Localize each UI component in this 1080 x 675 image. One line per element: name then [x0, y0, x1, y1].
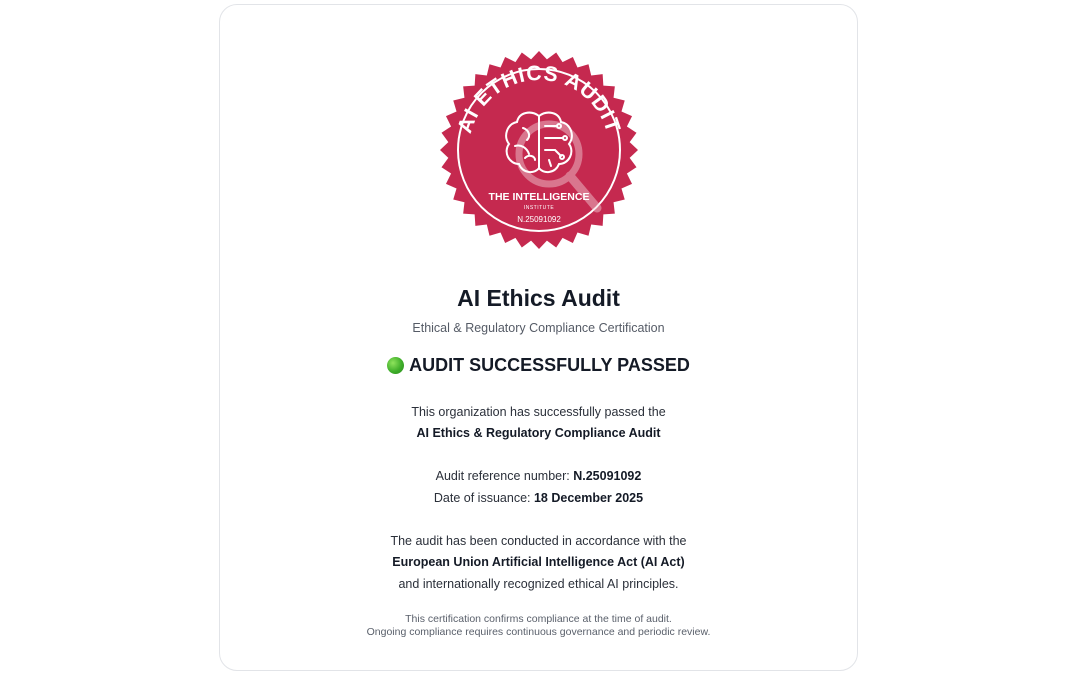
page-title: AI Ethics Audit: [457, 285, 620, 311]
seal-number: N.25091092: [517, 215, 561, 224]
passed-line-2-wrap: [220, 426, 857, 440]
footnote-line-2: Ongoing compliance requires continuous governance and periodic review.: [366, 626, 711, 638]
seal-org-name: THE INTELLIGENCE: [488, 191, 590, 203]
conducted-line-3: and internationally recognized ethical AI principles.: [398, 577, 679, 591]
seal-org-sub: INSTITUTE: [523, 205, 555, 211]
reference-line: [220, 469, 857, 483]
status-text: AUDIT SUCCESSFULLY PASSED: [409, 355, 690, 375]
conducted-act-name: European Union Artificial Intelligence Act (AI Act): [392, 555, 685, 569]
footnote-line-1: This certification confirms compliance at the time of audit.: [405, 613, 672, 625]
conducted-line-2-wrap: [220, 555, 857, 569]
green-circle-icon: [387, 357, 404, 374]
page-subtitle: Ethical & Regulatory Compliance Certification: [412, 321, 665, 335]
status-banner: [220, 355, 857, 376]
audit-seal-badge: [439, 50, 639, 250]
conducted-line-1: The audit has been conducted in accordance with the: [390, 534, 687, 548]
reference-label: Audit reference number:: [435, 469, 574, 483]
certificate-card: [219, 4, 858, 671]
reference-value: N.25091092: [573, 469, 642, 483]
issuance-line: [220, 491, 857, 505]
passed-audit-name: AI Ethics & Regulatory Compliance Audit: [416, 426, 661, 440]
passed-line-1: This organization has successfully passed the: [411, 405, 666, 419]
seal-arc-text: AI ETHICS AUDIT: [453, 61, 625, 136]
issuance-value: 18 December 2025: [533, 491, 644, 505]
issuance-label: Date of issuance:: [433, 491, 534, 505]
